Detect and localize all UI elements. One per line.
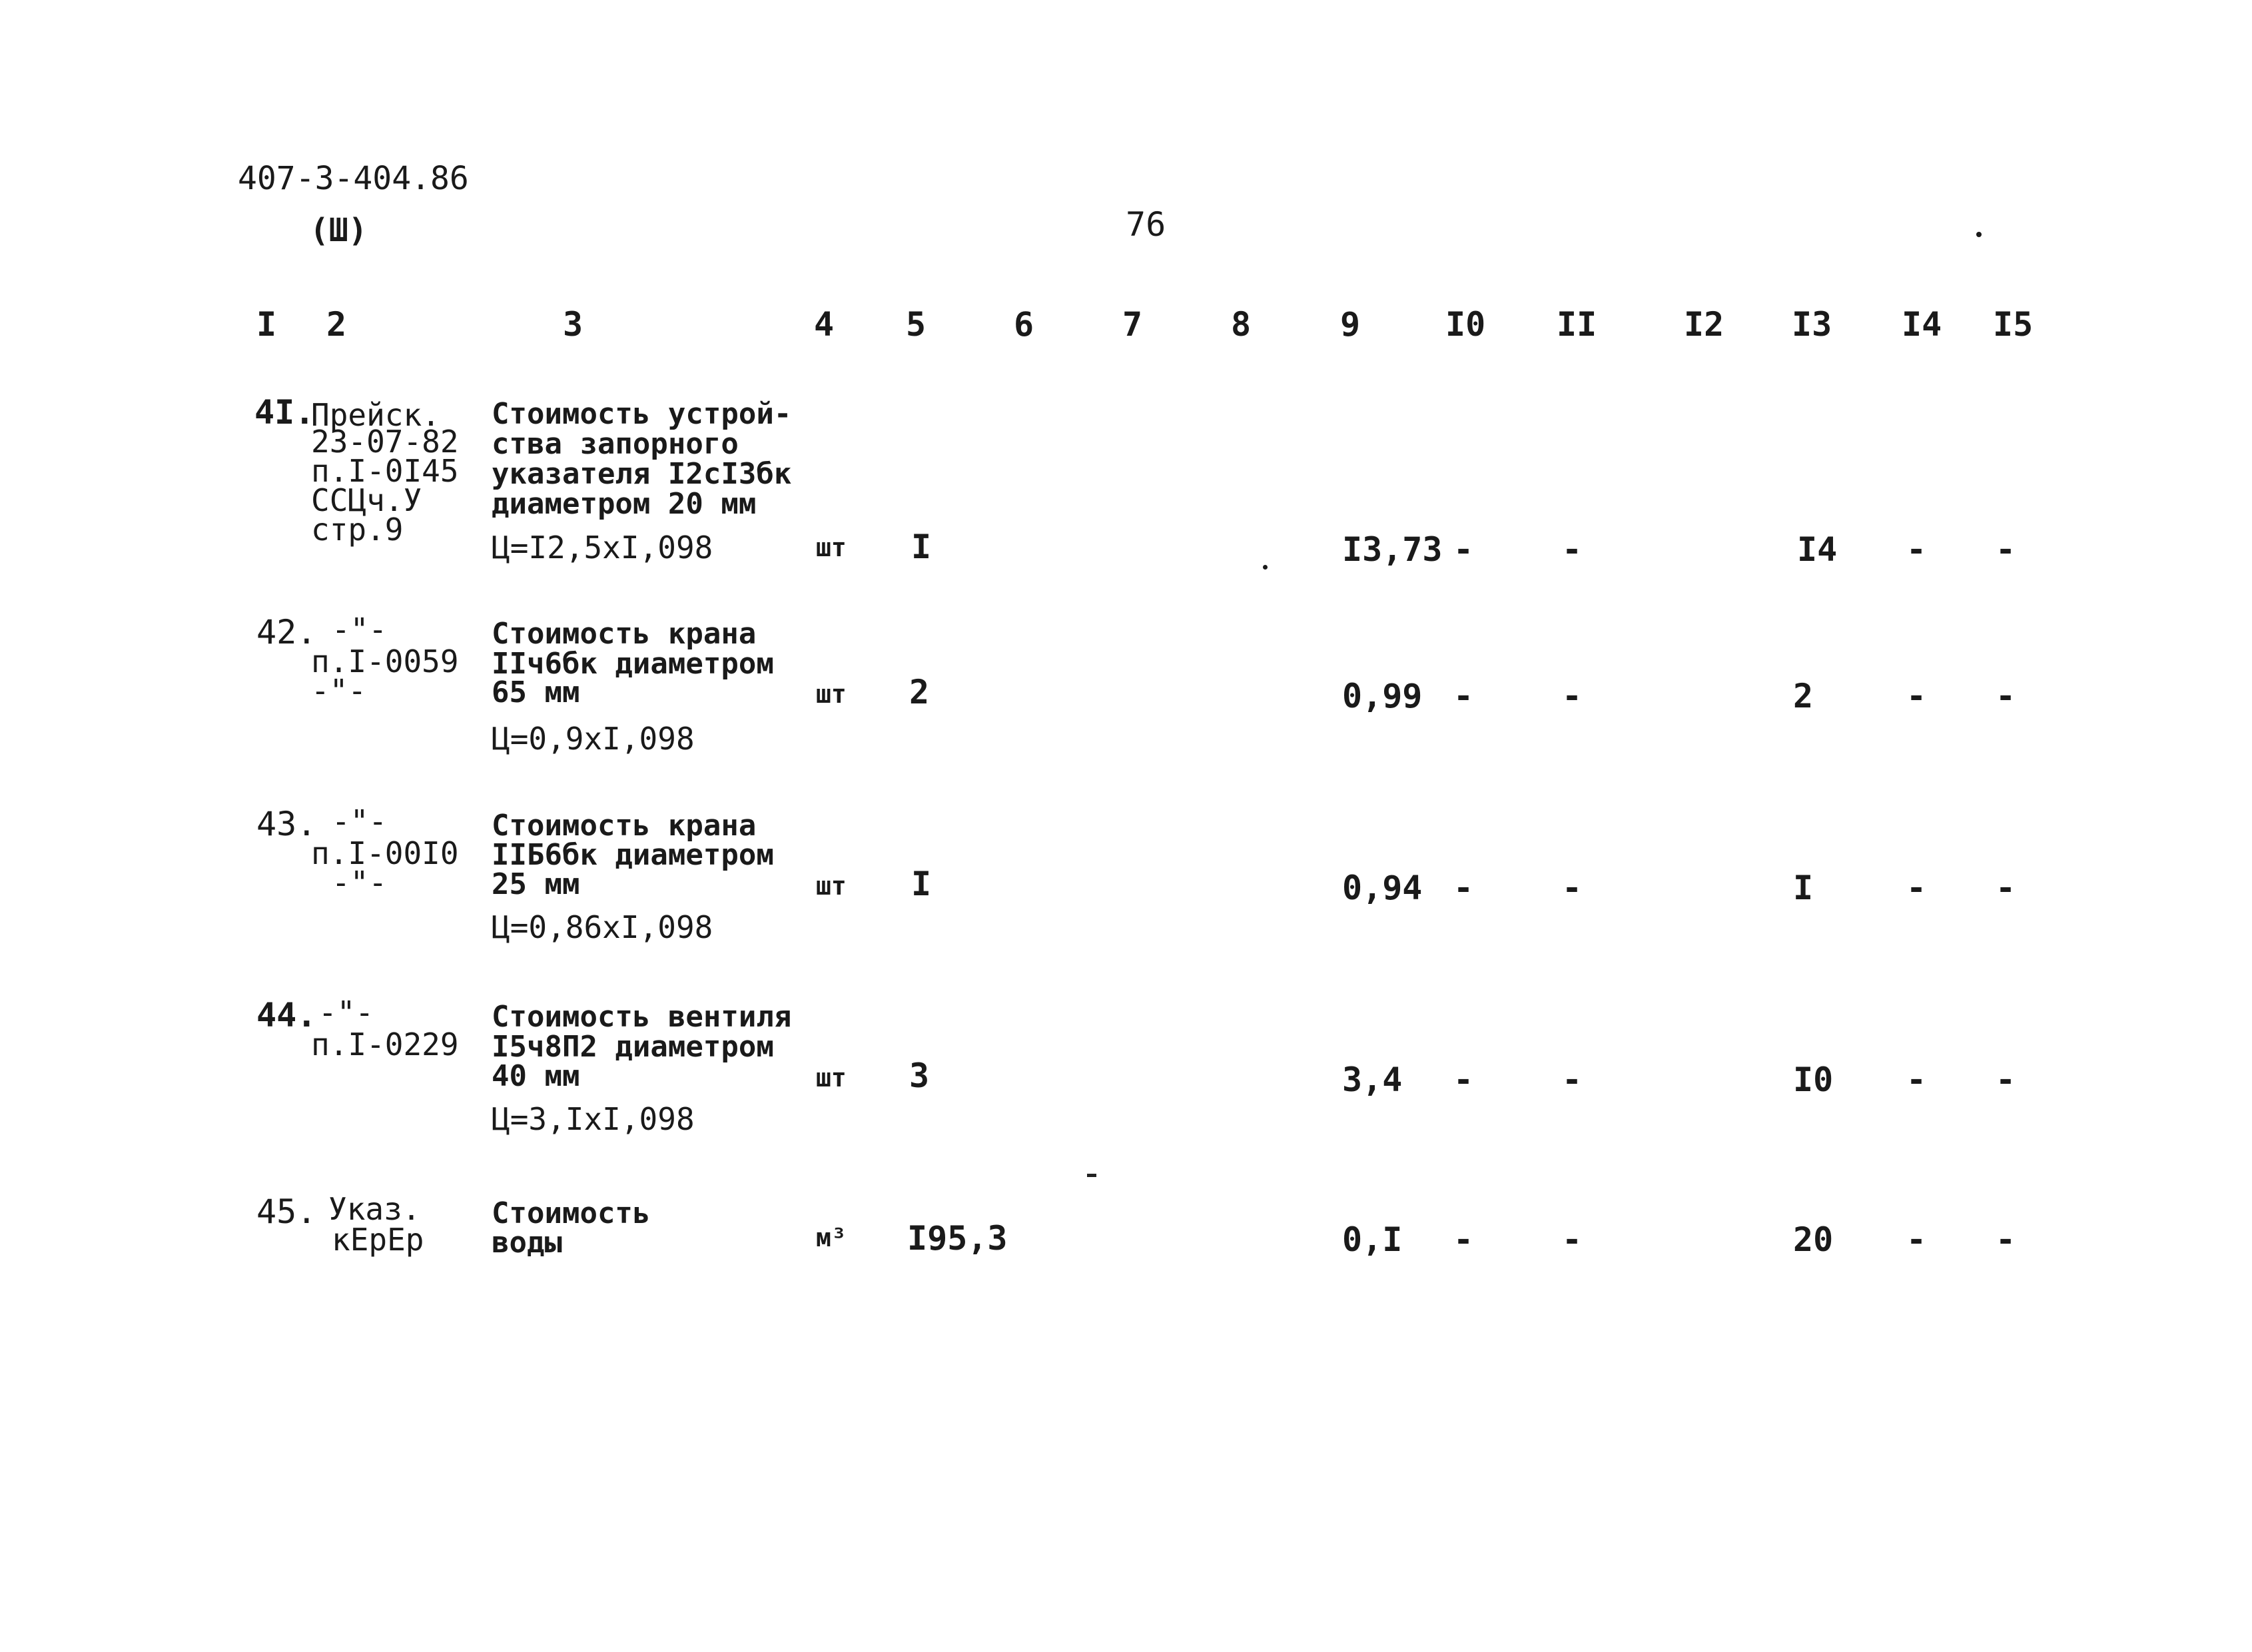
item-description: диаметром 20 мм bbox=[492, 487, 757, 521]
column-header: 7 bbox=[1122, 305, 1143, 344]
price-reference: Указ. bbox=[328, 1191, 421, 1227]
col10-value: - bbox=[1453, 677, 1474, 715]
column-header: I2 bbox=[1684, 305, 1724, 344]
price-formula: Ц=3,IхI,098 bbox=[492, 1101, 695, 1137]
quantity: I bbox=[911, 528, 932, 566]
unit: м³ bbox=[816, 1223, 847, 1252]
unit-price: 0,I bbox=[1342, 1220, 1403, 1259]
unit: шт bbox=[816, 533, 847, 562]
item-description: воды bbox=[492, 1226, 562, 1260]
item-description: 65 мм bbox=[492, 675, 580, 709]
col15-value: - bbox=[1996, 530, 2016, 569]
col14-value: - bbox=[1906, 677, 1927, 715]
col14-value: - bbox=[1906, 1060, 1927, 1099]
column-header: I bbox=[256, 305, 277, 344]
unit: шт bbox=[816, 679, 847, 709]
page-number: 76 bbox=[1126, 205, 1166, 244]
col10-value: - bbox=[1453, 1220, 1474, 1259]
item-description: 40 мм bbox=[492, 1059, 580, 1093]
quantity: 2 bbox=[909, 673, 930, 711]
total-value: 20 bbox=[1793, 1220, 1834, 1259]
price-formula: Ц=I2,5хI,098 bbox=[492, 530, 713, 566]
total-value: I4 bbox=[1797, 530, 1838, 569]
col11-value: - bbox=[1562, 869, 1583, 907]
price-reference: -"- bbox=[332, 865, 388, 901]
item-description: указателя I2cI3бк bbox=[492, 457, 792, 491]
price-reference: кЕрЕр bbox=[332, 1222, 424, 1258]
column-header: I5 bbox=[1993, 305, 2034, 344]
unit-price: 0,99 bbox=[1342, 677, 1423, 715]
quantity: 3 bbox=[909, 1056, 930, 1095]
quantity: I95,3 bbox=[907, 1219, 1008, 1258]
total-value: I0 bbox=[1793, 1060, 1834, 1099]
column-header: I3 bbox=[1792, 305, 1832, 344]
row-number: 42. bbox=[256, 613, 317, 651]
price-formula: Ц=0,9хI,098 bbox=[492, 721, 695, 757]
col14-value: - bbox=[1906, 1220, 1927, 1259]
item-description: IIч6бк диаметром bbox=[492, 647, 774, 681]
col15-value: - bbox=[1996, 677, 2016, 715]
col10-value: - bbox=[1453, 530, 1474, 569]
row-number: 45. bbox=[256, 1192, 317, 1231]
column-header: 5 bbox=[906, 305, 927, 344]
col10-value: - bbox=[1453, 869, 1474, 907]
item-description: Стоимость вентиля bbox=[492, 1000, 792, 1034]
col15-value: - bbox=[1996, 1060, 2016, 1099]
col11-value: - bbox=[1562, 1220, 1583, 1259]
col10-value: - bbox=[1453, 1060, 1474, 1099]
column-header: 6 bbox=[1014, 305, 1034, 344]
total-value: 2 bbox=[1793, 677, 1814, 715]
col14-value: - bbox=[1906, 869, 1927, 907]
column-header: I4 bbox=[1902, 305, 1942, 344]
unit-price: 0,94 bbox=[1342, 869, 1423, 907]
item-description: Стоимость устрой- bbox=[492, 397, 792, 431]
item-description: ства запорного bbox=[492, 427, 739, 461]
row-number: 4I. bbox=[254, 393, 315, 432]
price-reference: п.I-0059 bbox=[311, 643, 459, 679]
price-reference: 23-07-82 bbox=[311, 424, 459, 460]
column-header: 2 bbox=[326, 305, 347, 344]
col11-value: - bbox=[1562, 530, 1583, 569]
row-number: 44. bbox=[256, 996, 317, 1034]
total-value: I bbox=[1793, 869, 1814, 907]
column-header: I0 bbox=[1445, 305, 1486, 344]
column-header: 9 bbox=[1340, 305, 1361, 344]
price-reference: -"- bbox=[332, 612, 388, 647]
unit-price: I3,73 bbox=[1342, 530, 1443, 569]
unit: шт bbox=[816, 1063, 847, 1092]
column-header: II bbox=[1557, 305, 1597, 344]
stray-dot bbox=[1263, 565, 1268, 570]
col15-value: - bbox=[1996, 869, 2016, 907]
col11-value: - bbox=[1562, 677, 1583, 715]
col14-value: - bbox=[1906, 530, 1927, 569]
price-reference: ССЦч.У bbox=[311, 482, 422, 518]
price-reference: стр.9 bbox=[311, 512, 404, 548]
price-reference: Прейск. bbox=[311, 397, 440, 433]
price-reference: п.I-0229 bbox=[311, 1027, 459, 1062]
price-reference: -"- bbox=[332, 803, 388, 839]
row-number: 43. bbox=[256, 805, 317, 843]
col11-value: - bbox=[1562, 1060, 1583, 1099]
stray-dash bbox=[1087, 1174, 1096, 1177]
price-reference: -"- bbox=[311, 673, 367, 709]
price-formula: Ц=0,86хI,098 bbox=[492, 909, 713, 945]
price-reference: п.I-0I45 bbox=[311, 453, 459, 489]
section-mark: (Ш) bbox=[310, 212, 368, 249]
quantity: I bbox=[911, 865, 932, 903]
price-reference: п.I-00I0 bbox=[311, 835, 459, 871]
stray-dot bbox=[1976, 232, 1982, 237]
col15-value: - bbox=[1996, 1220, 2016, 1259]
item-description: I5ч8П2 диаметром bbox=[492, 1030, 774, 1064]
column-header: 4 bbox=[814, 305, 835, 344]
item-description: Стоимость bbox=[492, 1196, 651, 1230]
column-header: 8 bbox=[1231, 305, 1252, 344]
item-description: 25 мм bbox=[492, 867, 580, 901]
item-description: Стоимость крана bbox=[492, 617, 757, 651]
unit-price: 3,4 bbox=[1342, 1060, 1403, 1099]
document-code: 407-3-404.86 bbox=[238, 160, 469, 197]
item-description: Стоимость крана bbox=[492, 809, 757, 843]
item-description: IIБ6бк диаметром bbox=[492, 838, 774, 872]
column-header: 3 bbox=[563, 305, 583, 344]
unit: шт bbox=[816, 871, 847, 901]
price-reference: -"- bbox=[318, 995, 374, 1031]
